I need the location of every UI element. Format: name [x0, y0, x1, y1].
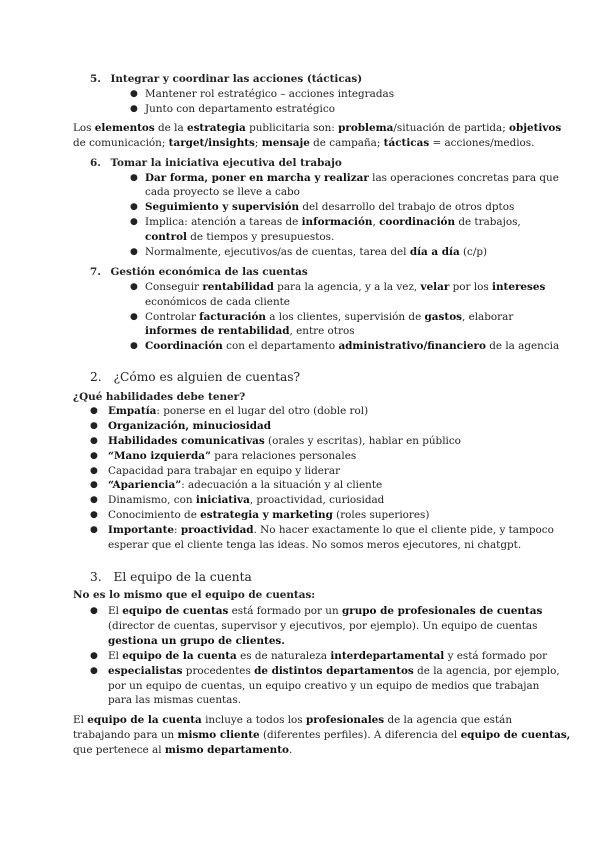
text: para relaciones personales	[211, 450, 357, 462]
bold-text: grupo de profesionales de cuentas	[342, 605, 543, 617]
list-item	[145, 281, 545, 295]
section-title: Integrar y coordinar las acciones (tácticas)	[110, 73, 363, 85]
text: Implica: atención a tareas de	[145, 216, 302, 228]
list-item-continued: cada proyecto se lleve a cabo	[145, 186, 300, 198]
bold-text: Dar forma, poner en marcha y realizar	[145, 172, 369, 184]
bullet-icon: ●	[90, 451, 98, 461]
text: de trabajos,	[455, 216, 521, 228]
section-7-heading	[90, 266, 308, 280]
text: El	[108, 650, 123, 662]
text: El	[108, 605, 123, 617]
heading-2	[90, 370, 300, 385]
bullet-icon: ●	[90, 606, 98, 616]
list-item	[108, 650, 547, 664]
bullet-icon: ●	[130, 247, 138, 257]
text: a los clientes, supervisión de	[265, 311, 425, 323]
bold-text: estrategia y marketing	[200, 509, 333, 521]
text: Conseguir	[145, 281, 203, 293]
list-item-continued	[145, 325, 355, 339]
paragraph-line	[73, 744, 292, 758]
section-title: Tomar la iniciativa ejecutiva del trabajo	[110, 157, 342, 169]
text: ,	[372, 216, 380, 228]
section-number: 2.	[90, 370, 102, 384]
bold-text: Habilidades comunicativas	[108, 435, 265, 447]
section-number: 6.	[90, 157, 101, 169]
bold-text: informes de rentabilidad	[145, 325, 290, 337]
bold-text: gastos	[424, 311, 462, 323]
subheading: ¿Qué habilidades debe tener?	[73, 391, 246, 403]
bold-text: equipo de cuentas,	[460, 729, 571, 741]
bold-text: rentabilidad	[202, 281, 274, 293]
text: incluye a todos los	[201, 714, 306, 726]
bullet-icon: ●	[90, 525, 98, 535]
bold-text: Coordinación	[145, 340, 223, 352]
section-number: 7.	[90, 266, 101, 278]
list-item	[108, 450, 356, 464]
section-6-heading	[90, 157, 342, 171]
list-item	[145, 172, 559, 186]
bold-text: Organización, minuciosidad	[108, 420, 271, 432]
bold-text: “Mano izquierda”	[108, 450, 211, 462]
list-item	[145, 311, 513, 325]
list-item-continued: para las mismas cuentas.	[108, 694, 242, 706]
paragraph-line	[73, 122, 561, 136]
text: trabajando para un	[73, 729, 178, 741]
bold-text: profesionales	[305, 714, 385, 726]
text: está formado por un	[228, 605, 342, 617]
section-title: ¿Cómo es alguien de cuentas?	[113, 370, 301, 384]
bold-text: mismo departamento	[164, 744, 289, 756]
text: Dinamismo, con	[108, 494, 196, 506]
bold-text: gestiona un grupo de clientes.	[108, 635, 285, 647]
text: (orales y escritas), hablar en público	[264, 435, 461, 447]
bold-text: velar	[420, 281, 450, 293]
list-item	[108, 479, 382, 493]
text: y está formado por	[444, 650, 548, 662]
text: para la agencia, y a la vez,	[273, 281, 421, 293]
list-item	[145, 246, 487, 260]
text: del desarrollo del trabajo de otros dptos	[299, 201, 515, 213]
bullet-icon: ●	[130, 89, 138, 99]
bullet-icon: ●	[90, 495, 98, 505]
bullet-icon: ●	[90, 480, 98, 490]
text: = acciones/medios.	[429, 137, 535, 149]
text: .	[288, 744, 293, 756]
bold-text: equipo de la cuenta	[122, 650, 237, 662]
text: las operaciones concretas para que	[368, 172, 559, 184]
list-item	[108, 420, 271, 434]
text: Los	[73, 122, 95, 134]
bullet-icon: ●	[130, 104, 138, 114]
text: Controlar	[145, 311, 200, 323]
text: ;	[254, 137, 262, 149]
list-item: Junto con departamento estratégico	[145, 103, 335, 115]
text: de la agencia que están	[384, 714, 513, 726]
bold-text: estrategia	[186, 122, 246, 134]
section-title: Gestión económica de las cuentas	[110, 266, 308, 278]
text: /situación de partida;	[393, 122, 510, 134]
bold-text: equipo de la cuenta	[87, 714, 202, 726]
bold-text: intereses	[492, 281, 546, 293]
bullet-icon: ●	[90, 651, 98, 661]
bold-text: día a día	[409, 246, 460, 258]
list-item	[108, 665, 560, 679]
list-item	[108, 509, 429, 523]
list-item-continued: por un equipo de cuentas, un equipo creativo y un equipo de medios que trabajan	[108, 680, 540, 692]
text: El	[73, 714, 88, 726]
bullet-icon: ●	[130, 173, 138, 183]
bullet-icon: ●	[90, 436, 98, 446]
text: : adecuación a la situación y al cliente	[181, 479, 383, 491]
section-title: El equipo de la cuenta	[113, 570, 252, 584]
bullet-icon: ●	[130, 217, 138, 227]
bullet-icon: ●	[130, 312, 138, 322]
list-item: Mantener rol estratégico – acciones integradas	[145, 88, 395, 100]
bold-text: Importante	[108, 524, 175, 536]
bold-text: “Apariencia”	[108, 479, 182, 491]
bullet-icon: ●	[130, 202, 138, 212]
text: de comunicación;	[73, 137, 169, 149]
bullet-icon: ●	[130, 282, 138, 292]
list-item-continued	[108, 635, 285, 649]
paragraph-line	[73, 137, 534, 151]
bold-text: de distintos departamentos	[254, 665, 414, 677]
bold-text: Seguimiento y supervisión	[145, 201, 300, 213]
bold-text: iniciativa	[195, 494, 250, 506]
text: : ponerse en el lugar del otro (doble rol)	[156, 405, 369, 417]
bold-text: elementos	[94, 122, 155, 134]
list-item	[108, 605, 542, 619]
bold-text: mismo cliente	[177, 729, 260, 741]
bold-text: proactividad	[180, 524, 254, 536]
list-item	[108, 524, 554, 538]
bullet-icon: ●	[90, 421, 98, 431]
text: es de naturaleza	[236, 650, 331, 662]
bold-text: objetivos	[509, 122, 562, 134]
paragraph-line	[73, 714, 512, 728]
bold-text: mensaje	[261, 137, 310, 149]
text: de la agencia, por ejemplo,	[413, 665, 560, 677]
text: , proactividad, curiosidad	[249, 494, 385, 506]
bullet-icon: ●	[90, 466, 98, 476]
text: Un equipo de cuentas	[422, 620, 538, 632]
list-item	[145, 201, 514, 215]
bold-text: administrativo/financiero	[338, 340, 486, 352]
list-item-continued	[108, 620, 537, 634]
text: Normalmente, ejecutivos/as de cuentas, tarea del	[145, 246, 410, 258]
text: con el departamento	[222, 340, 339, 352]
bold-text: Empatía	[108, 405, 157, 417]
list-item-continued: económicos de cada cliente	[145, 296, 290, 308]
bold-text: facturación	[199, 311, 266, 323]
text: (roles superiores)	[332, 509, 430, 521]
list-item	[108, 435, 461, 449]
bullet-icon: ●	[90, 406, 98, 416]
text: :	[174, 524, 181, 536]
bold-text: control	[145, 231, 187, 243]
text: (diferentes perfiles). A diferencia del	[259, 729, 461, 741]
text: (c/p)	[459, 246, 488, 258]
text: de campaña;	[309, 137, 384, 149]
list-item	[145, 216, 521, 230]
list-item	[145, 340, 559, 354]
bold-text: equipo de cuentas	[122, 605, 229, 617]
bold-text: target/insights	[168, 137, 255, 149]
list-item	[108, 405, 368, 419]
bullet-icon: ●	[90, 666, 98, 676]
text: de tiempos y presupuestos.	[186, 231, 335, 243]
section-number: 3.	[90, 570, 102, 584]
list-item-continued	[145, 231, 334, 245]
text: , elaborar	[461, 311, 514, 323]
bullet-icon: ●	[130, 341, 138, 351]
heading-3	[90, 570, 252, 585]
text: (director de cuentas, supervisor y ejecutivos, por ejemplo).	[108, 620, 423, 632]
section-5-heading	[90, 73, 362, 87]
text: , entre otros	[289, 325, 355, 337]
bold-text: tácticas	[383, 137, 430, 149]
text: publicitaria son:	[245, 122, 339, 134]
text: de la agencia	[485, 340, 560, 352]
list-item	[108, 494, 384, 508]
bold-text: información	[301, 216, 373, 228]
paragraph-line	[73, 729, 570, 743]
bold-text: problema	[338, 122, 394, 134]
text: que pertenece al	[73, 744, 165, 756]
bold-text: interdepartamental	[330, 650, 445, 662]
bold-text: especialistas	[108, 665, 183, 677]
text: procedentes	[182, 665, 255, 677]
subheading: No es lo mismo que el equipo de cuentas:	[73, 589, 316, 601]
list-item-continued: esperar que el cliente tenga las ideas. No somos meros ejecutores, ni chatgpt.	[108, 539, 522, 551]
text: de la	[154, 122, 187, 134]
text: Conocimiento de	[108, 509, 201, 521]
section-number: 5.	[90, 73, 101, 85]
text: por los	[449, 281, 493, 293]
text: . No hacer exactamente lo que el cliente pide, y tampoco	[253, 524, 554, 536]
list-item: Capacidad para trabajar en equipo y liderar	[108, 465, 341, 477]
bullet-icon: ●	[90, 510, 98, 520]
bold-text: coordinación	[379, 216, 456, 228]
